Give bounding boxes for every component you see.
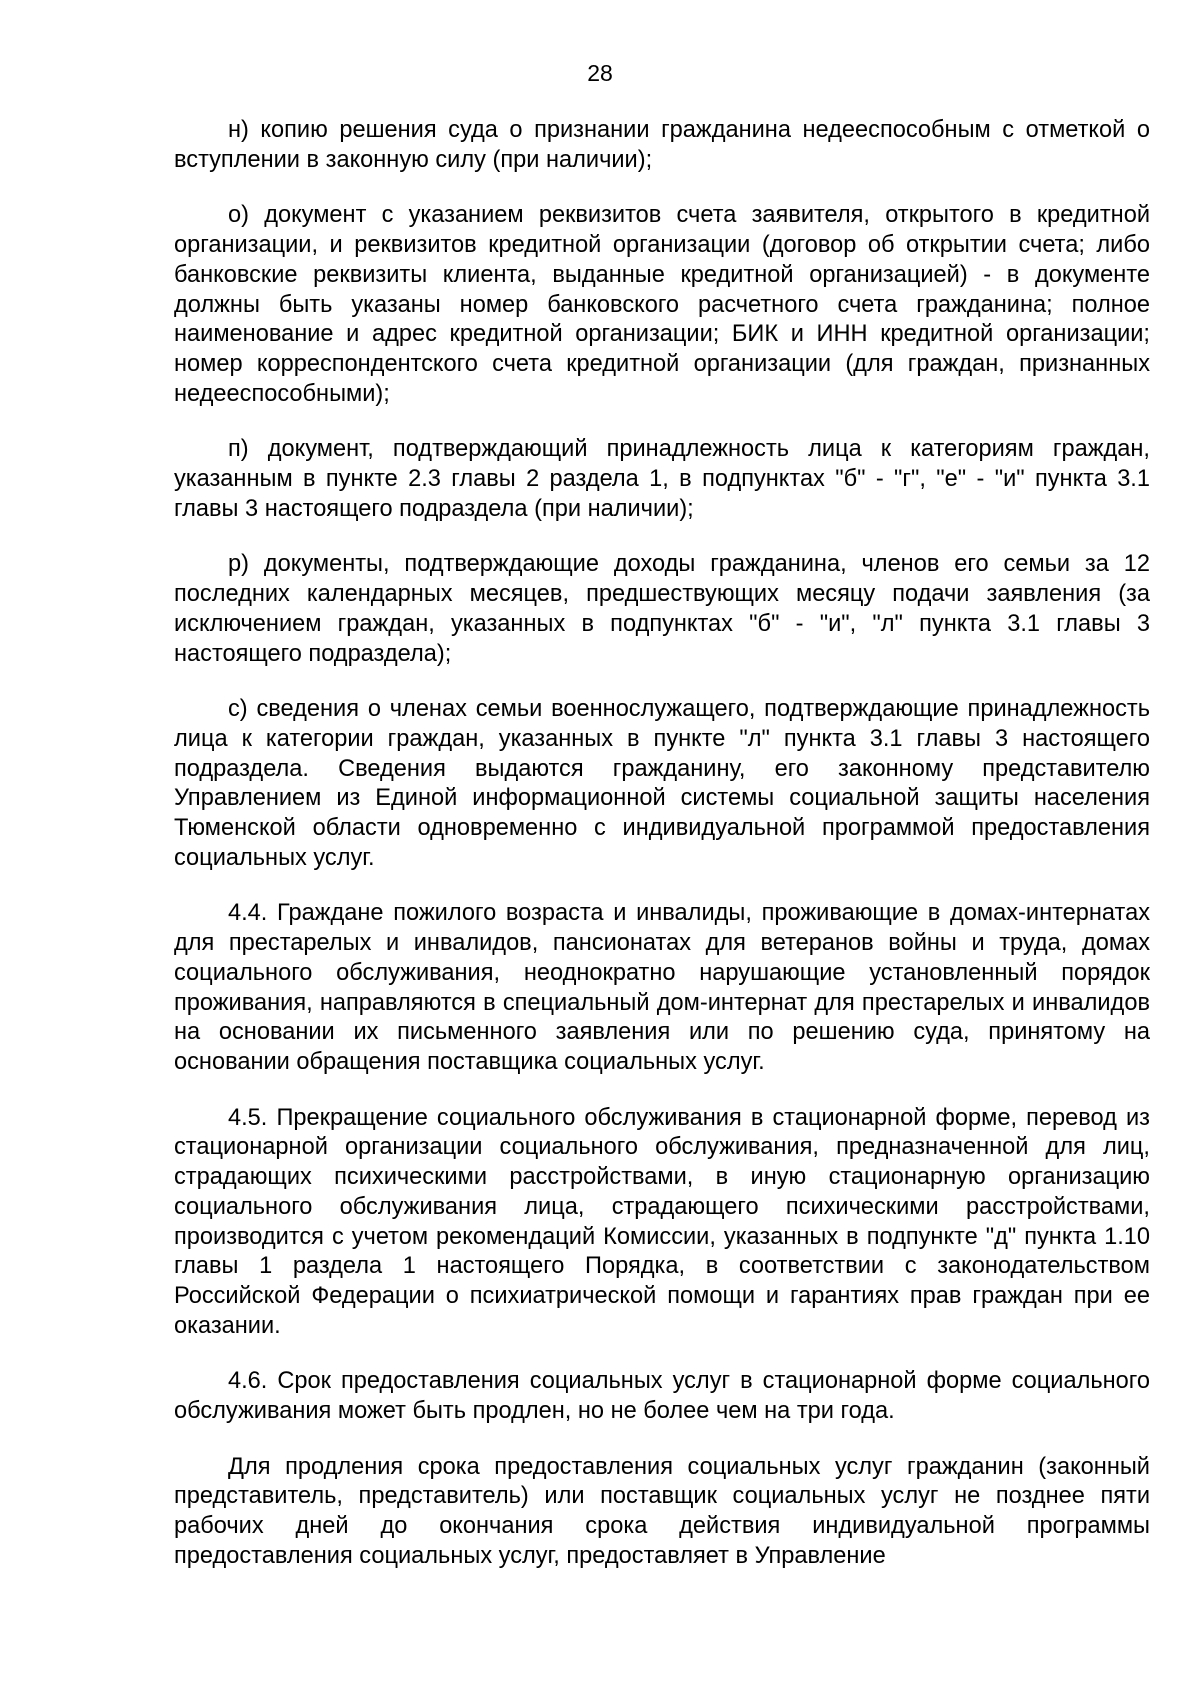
- document-body: [174, 116, 1150, 1572]
- page-number: 28: [587, 60, 613, 86]
- paragraph-s: с) сведения о членах семьи военнослужащего, подтверждающие принадлежность лица к категории граждан, указанных в пункте "л" пункта 3.1 главы 3 настоящего подраздела. Сведения выдаются гражданину, его законному представителю Управлением из Единой информационной системы социальной защиты населения Тюменской области одновременно с индивидуальной программой предоставления социальных услуг.: [174, 696, 1150, 871]
- paragraph-n: н) копию решения суда о признании гражданина недееспособным с отметкой о вступлении в законную силу (при наличии);: [174, 117, 1150, 173]
- paragraph-o: о) документ с указанием реквизитов счета заявителя, открытого в кредитной организации, и реквизитов кредитной организации (договор об открытии счета; либо банковские реквизиты клиента, выданные кредитной организацией) - в документе должны быть указаны номер банковского расчетного счета гражданина; полное наименование и адрес кредитной организации; БИК и ИНН кредитной организации; номер корреспондентского счета кредитной организации (для граждан, признанных недееспособными);: [174, 202, 1150, 407]
- paragraph-r: р) документы, подтверждающие доходы гражданина, членов его семьи за 12 последних календарных месяцев, предшествующих месяцу подачи заявления (за исключением граждан, указанных в подпунктах "б" - "и", "л" пункта 3.1 главы 3 настоящего подраздела);: [174, 551, 1150, 667]
- paragraph-extension: Для продления срока предоставления социальных услуг гражданин (законный представитель, представитель) или поставщик социальных услуг не позднее пяти рабочих дней до окончания срока действия индивидуальной программы предоставления социальных услуг, предоставляет в Управление: [174, 1453, 1150, 1569]
- paragraph-4-6: 4.6. Срок предоставления социальных услуг в стационарной форме социального обслуживания может быть продлен, но не более чем на три года.: [174, 1368, 1150, 1425]
- paragraph-4-4: 4.4. Граждане пожилого возраста и инвалиды, проживающие в домах-интернатах для престарелых и инвалидов, пансионатах для ветеранов войны и труда, домах социального обслуживания, неоднократно нарушающие установленный порядок проживания, направляются в специальный дом-интернат для престарелых и инвалидов на основании их письменного заявления или по решению суда, принятому на основании обращения поставщика социальных услуг.: [174, 900, 1150, 1075]
- paragraph-p: п) документ, подтверждающий принадлежность лица к категориям граждан, указанным в пункте 2.3 главы 2 раздела 1, в подпунктах "б" - "г", "е" - "и" пункта 3.1 главы 3 настоящего подраздела (при наличии);: [174, 436, 1150, 522]
- paragraph-4-5: 4.5. Прекращение социального обслуживания в стационарной форме, перевод из стационарной организации социального обслуживания, предназначенной для лиц, страдающих психическими расстройствами, в иную стационарную организацию социального обслуживания лица, страдающего психическими расстройствами, производится с учетом рекомендаций Комиссии, указанных в подпункте "д" пункта 1.10 главы 1 раздела 1 настоящего Порядка, в соответствии с законодательством Российской Федерации о психиатрической помощи и гарантиях прав граждан при ее оказании.: [174, 1104, 1150, 1339]
